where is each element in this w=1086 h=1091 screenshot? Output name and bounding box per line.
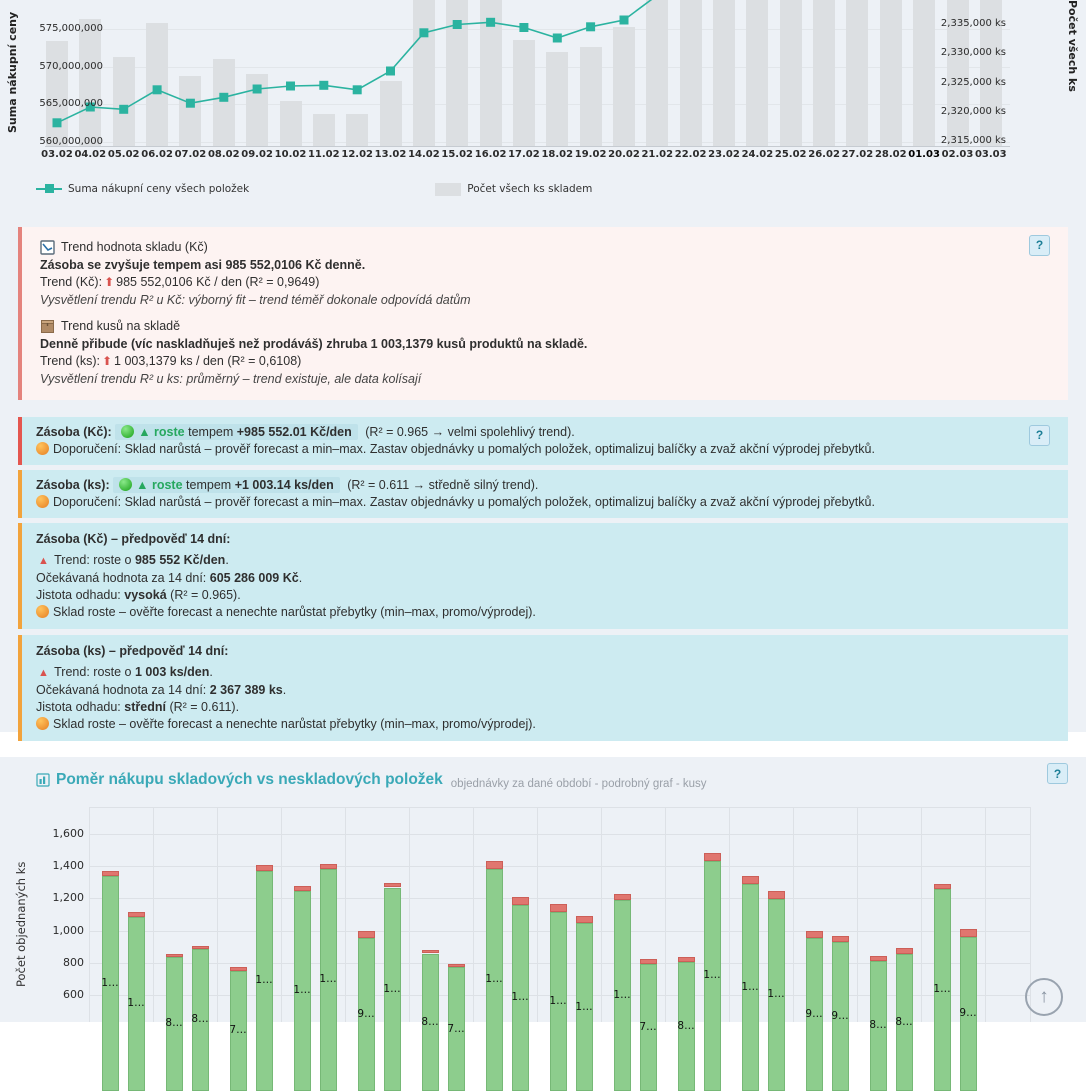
trend-suffix: . <box>225 553 228 567</box>
recommendation-line <box>36 441 1054 458</box>
x-axis-label: 23.02 <box>707 149 741 160</box>
gridline-vertical <box>985 807 986 1022</box>
orders-chart-plot <box>0 807 1086 1022</box>
certainty-value: střední <box>124 700 166 714</box>
gridline-vertical <box>345 807 346 1022</box>
x-axis-label: 18.02 <box>540 149 574 160</box>
order-ratio-card <box>0 757 1086 1022</box>
forecast-note-line <box>36 716 1054 733</box>
r2-note: (R² = 0.611 → středně silný trend). <box>347 478 538 492</box>
x-axis-label: 01.03 <box>907 149 941 160</box>
forecast-note: Sklad roste – ověřte forecast a nenechte narůstat přebytky (min–max, promo/výprodej). <box>53 717 536 731</box>
bar-value-label: 8… <box>418 1016 442 1028</box>
trend-kc-title-row <box>40 239 1050 257</box>
expected-suffix: . <box>299 571 302 585</box>
y-right-tick: 2,320,000 ks <box>930 106 1006 117</box>
x-axis-label: 24.02 <box>740 149 774 160</box>
bar-value-label: 1… <box>930 983 954 995</box>
expected-value: 605 286 009 Kč <box>210 571 299 585</box>
bar-value-label: 1… <box>508 991 532 1003</box>
green-dot-icon <box>119 478 132 491</box>
gridline-vertical <box>537 807 538 1022</box>
bar-value-label: 1… <box>700 969 724 981</box>
nonstock-bar-segment <box>358 931 375 938</box>
bar-value-label: 7… <box>444 1023 468 1035</box>
certainty-prefix: Jistota odhadu: <box>36 700 121 714</box>
x-axis-label: 16.02 <box>474 149 508 160</box>
bar-value-label: 1… <box>610 989 634 1001</box>
tempo-value: +985 552.01 Kč/den <box>237 425 352 439</box>
forecast-note-line <box>36 604 1054 621</box>
gridline-vertical <box>921 807 922 1022</box>
up-arrow-icon: ⬆ <box>102 354 112 368</box>
status-row-ks <box>18 470 1068 518</box>
trend-suffix: . <box>209 665 212 679</box>
plot-top-border <box>89 807 1030 808</box>
tempo-value: +1 003.14 ks/den <box>235 478 334 492</box>
forecast-title: Zásoba (Kč) – předpověď 14 dní: <box>36 531 1054 548</box>
expected-value: 2 367 389 ks <box>210 683 283 697</box>
forecast-note: Sklad roste – ověřte forecast a nenechte narůstat přebytky (min–max, promo/výprodej). <box>53 605 536 619</box>
r2-note: (R² = 0.965 → velmi spolehlivý trend). <box>365 425 574 439</box>
legend-item-line[interactable] <box>36 183 249 195</box>
x-axis-label: 21.02 <box>640 149 674 160</box>
y-left-tick: 560,000,000 <box>39 136 103 147</box>
x-axis-label: 27.02 <box>840 149 874 160</box>
trend-value: 1 003 ks/den <box>135 665 209 679</box>
chart-legend <box>36 179 1086 199</box>
nonstock-bar-segment <box>550 904 567 912</box>
y-left-tick: 570,000,000 <box>39 61 103 72</box>
nonstock-bar-segment <box>512 897 529 905</box>
bar-value-label: 1… <box>252 974 276 986</box>
x-axis-label: 25.02 <box>774 149 808 160</box>
line-marker <box>253 85 262 94</box>
bar-value-label: 8… <box>892 1016 916 1028</box>
x-axis-label: 15.02 <box>440 149 474 160</box>
recommendation-text: Doporučení: Sklad narůstá – prověř forecast a min–max. Zastav objednávky u pomalých položek, optimalizuj balíčky a zvaž akční výprodej přebytků. <box>53 442 875 456</box>
x-axis-label: 11.02 <box>307 149 341 160</box>
bar-value-label: 1… <box>546 995 570 1007</box>
x-axis-label: 13.02 <box>374 149 408 160</box>
gridline-vertical <box>473 807 474 1022</box>
forecast-certainty-line <box>36 587 1054 604</box>
bar-value-label: 1… <box>738 981 762 993</box>
x-axis-label: 17.02 <box>507 149 541 160</box>
y-tick: 1,400 <box>36 859 84 872</box>
forecast-box-ks <box>18 635 1068 741</box>
x-axis-label: 09.02 <box>240 149 274 160</box>
line-marker <box>386 67 395 76</box>
status-line <box>36 424 1054 441</box>
bar-value-label: 1… <box>572 1001 596 1013</box>
section-header <box>0 757 1086 790</box>
x-axis-label: 06.02 <box>140 149 174 160</box>
status-row-kc <box>18 417 1068 465</box>
y-right-tick: 2,335,000 ks <box>930 18 1006 29</box>
gridline-vertical <box>665 807 666 1022</box>
bar-value-label: 8… <box>674 1020 698 1032</box>
x-axis-label: 02.03 <box>941 149 975 160</box>
trend-kc-title: Trend hodnota skladu (Kč) <box>61 239 208 257</box>
scroll-to-top-button[interactable]: ↑ <box>1025 978 1063 1016</box>
up-triangle-icon: ▲ <box>136 478 148 492</box>
line-marker <box>319 81 328 90</box>
y-tick: 600 <box>36 988 84 1001</box>
line-marker <box>286 82 295 91</box>
legend-item-label: Suma nákupní ceny všech položek <box>68 183 249 195</box>
expected-suffix: . <box>283 683 286 697</box>
bar-value-label: 1… <box>316 973 340 985</box>
line-series-swatch <box>36 188 62 190</box>
y-axis-title: Počet objednaných ks <box>14 827 28 1022</box>
recommendation-line <box>36 494 1054 511</box>
forecast-title: Zásoba (ks) – předpověď 14 dní: <box>36 643 1054 660</box>
trend-prefix: Trend: roste o <box>54 665 131 679</box>
recommendation-text: Doporučení: Sklad narůstá – prověř forecast a min–max. Zastav objednávky u pomalých položek, optimalizuj balíčky a zvaž akční výprodej přebytků. <box>53 495 875 509</box>
gridline-vertical <box>281 807 282 1022</box>
forecast-box-kc <box>18 523 1068 629</box>
y-right-axis-title: Počet všech ks <box>1066 0 1079 90</box>
x-axis-label: 26.02 <box>807 149 841 160</box>
y-left-axis-title: Suma nákupní ceny <box>6 2 19 142</box>
line-marker <box>219 93 228 102</box>
up-arrow-icon: ⬆ <box>104 275 114 289</box>
y-tick: 1,200 <box>36 891 84 904</box>
line-marker <box>186 99 195 108</box>
trend-kc-label: Trend (Kč): <box>40 275 102 289</box>
line-marker <box>586 22 595 31</box>
legend-item-label: Počet všech ks skladem <box>467 183 592 195</box>
gridline-vertical <box>409 807 410 1022</box>
line-marker <box>419 28 428 37</box>
nonstock-bar-segment <box>486 861 503 868</box>
line-marker <box>553 34 562 43</box>
gridline-vertical <box>153 807 154 1022</box>
x-axis-label: 14.02 <box>407 149 441 160</box>
forecast-trend-line <box>36 552 1054 570</box>
trend-ks-title: Trend kusů na skladě <box>61 318 180 336</box>
gridline-vertical <box>217 807 218 1022</box>
forecast-trend-line <box>36 664 1054 682</box>
nonstock-bar-segment <box>960 929 977 937</box>
line-marker <box>353 85 362 94</box>
bar-value-label: 9… <box>802 1008 826 1020</box>
trend-ks-value-row <box>40 353 1050 371</box>
certainty-value: vysoká <box>124 588 166 602</box>
tempo-word: tempem <box>186 478 231 492</box>
y-right-tick: 2,315,000 ks <box>930 135 1006 146</box>
line-marker <box>153 85 162 94</box>
y-left-tick: 575,000,000 <box>39 23 103 34</box>
x-axis-label: 20.02 <box>607 149 641 160</box>
forecast-expected-line <box>36 570 1054 587</box>
gridline-vertical <box>601 807 602 1022</box>
trend-ks-value: 1 003,1379 ks / den (R² = 0,6108) <box>114 354 301 368</box>
status-highlight <box>113 477 340 493</box>
line-marker <box>453 20 462 29</box>
bar-value-label: 8… <box>162 1017 186 1029</box>
up-triangle-icon: ▲ <box>38 667 49 679</box>
orange-dot-icon <box>36 442 49 455</box>
certainty-suffix: (R² = 0.611). <box>169 700 239 714</box>
help-button[interactable]: ? <box>1047 763 1068 784</box>
line-marker <box>519 23 528 32</box>
trend-prefix: Trend: roste o <box>54 553 131 567</box>
trend-summary-box <box>18 227 1068 400</box>
tempo-word: tempem <box>188 425 233 439</box>
bar-series-swatch <box>435 183 461 196</box>
x-axis-label: 04.02 <box>73 149 107 160</box>
chart-down-icon <box>40 240 55 255</box>
status-word: roste <box>152 478 183 492</box>
trend-kc-value-row <box>40 274 1050 292</box>
trend-ks-note: Vysvětlení trendu R² u ks: průměrný – trend existuje, ale data kolísají <box>40 371 1050 389</box>
status-highlight <box>115 424 358 440</box>
x-axis-label: 03.03 <box>974 149 1008 160</box>
x-axis-label: 03.02 <box>40 149 74 160</box>
line-marker <box>486 18 495 27</box>
x-axis-label: 05.02 <box>107 149 141 160</box>
gridline-vertical <box>857 807 858 1022</box>
bar-value-label: 7… <box>636 1021 660 1033</box>
certainty-suffix: (R² = 0.965). <box>170 588 241 602</box>
line-marker <box>119 105 128 114</box>
bar-value-label: 1… <box>764 988 788 1000</box>
nonstock-bar-segment <box>806 931 823 939</box>
section-title-row <box>36 771 443 789</box>
legend-item-bars[interactable] <box>435 183 592 196</box>
x-axis-label: 12.02 <box>340 149 374 160</box>
nonstock-bar-segment <box>704 853 721 861</box>
x-axis-label: 28.02 <box>874 149 908 160</box>
stock-value-chart-x-axis <box>0 146 1086 166</box>
bar-value-label: 1… <box>482 973 506 985</box>
section-subtitle: objednávky za dané období - podrobný graf - kusy <box>451 778 707 790</box>
trend-ks-statement: Denně přibude (víc naskladňuješ než prodáváš) zhruba 1 003,1379 kusů produktů na skladě. <box>40 336 1050 354</box>
expected-prefix: Očekávaná hodnota za 14 dní: <box>36 683 206 697</box>
certainty-prefix: Jistota odhadu: <box>36 588 121 602</box>
bar-chart-icon <box>36 773 50 787</box>
y-right-tick: 2,325,000 ks <box>930 77 1006 88</box>
line-marker <box>620 16 629 25</box>
help-button[interactable]: ? <box>1029 425 1050 446</box>
line-marker <box>53 118 62 127</box>
x-axis-label: 22.02 <box>674 149 708 160</box>
gridline-vertical <box>729 807 730 1022</box>
help-button[interactable]: ? <box>1029 235 1050 256</box>
price-line-series <box>0 0 1086 146</box>
status-label: Zásoba (Kč): <box>36 425 112 439</box>
green-dot-icon <box>121 425 134 438</box>
x-axis-label: 08.02 <box>207 149 241 160</box>
bar-value-label: 7… <box>226 1024 250 1036</box>
x-axis-label: 07.02 <box>173 149 207 160</box>
nonstock-bar-segment <box>742 876 759 884</box>
forecast-expected-line <box>36 682 1054 699</box>
up-triangle-icon: ▲ <box>138 425 150 439</box>
package-icon <box>40 319 55 334</box>
gridline-vertical <box>793 807 794 1022</box>
bar-value-label: 1… <box>290 984 314 996</box>
orange-dot-icon <box>36 495 49 508</box>
expected-prefix: Očekávaná hodnota za 14 dní: <box>36 571 206 585</box>
bar-value-label: 8… <box>188 1013 212 1025</box>
gridline <box>89 898 1030 899</box>
bar-value-label: 1… <box>124 997 148 1009</box>
trend-kc-value: 985 552,0106 Kč / den (R² = 0,9649) <box>116 275 319 289</box>
y-tick: 1,600 <box>36 827 84 840</box>
status-word: roste <box>154 425 185 439</box>
bar-value-label: 9… <box>828 1010 852 1022</box>
status-label: Zásoba (ks): <box>36 478 110 492</box>
trend-ks-title-row <box>40 318 1050 336</box>
y-left-tick: 565,000,000 <box>39 98 103 109</box>
nonstock-bar-segment <box>576 916 593 923</box>
bar-value-label: 9… <box>354 1008 378 1020</box>
stock-value-chart-plot <box>0 0 1086 146</box>
gridline <box>89 866 1030 867</box>
x-axis-label: 10.02 <box>274 149 308 160</box>
trend-ks-label: Trend (ks): <box>40 354 100 368</box>
y-tick: 1,000 <box>36 924 84 937</box>
bar-value-label: 9… <box>956 1007 980 1019</box>
orange-dot-icon <box>36 605 49 618</box>
y-tick: 800 <box>36 956 84 969</box>
gridline-vertical <box>89 807 90 1022</box>
trend-kc-statement: Zásoba se zvyšuje tempem asi 985 552,0106 Kč denně. <box>40 257 1050 275</box>
orange-dot-icon <box>36 717 49 730</box>
bar-value-label: 1… <box>380 983 404 995</box>
forecast-certainty-line <box>36 699 1054 716</box>
nonstock-bar-segment <box>768 891 785 899</box>
up-triangle-icon: ▲ <box>38 555 49 567</box>
trend-value: 985 552 Kč/den <box>135 553 225 567</box>
bar-value-label: 1… <box>98 977 122 989</box>
gridline <box>89 834 1030 835</box>
y-right-tick: 2,330,000 ks <box>930 47 1006 58</box>
bar-value-label: 8… <box>866 1019 890 1031</box>
x-axis-label: 19.02 <box>574 149 608 160</box>
status-line <box>36 477 1054 494</box>
section-title: Poměr nákupu skladových vs neskladových položek <box>56 771 443 789</box>
trend-kc-note: Vysvětlení trendu R² u Kč: výborný fit – trend téměř dokonale odpovídá datům <box>40 292 1050 310</box>
